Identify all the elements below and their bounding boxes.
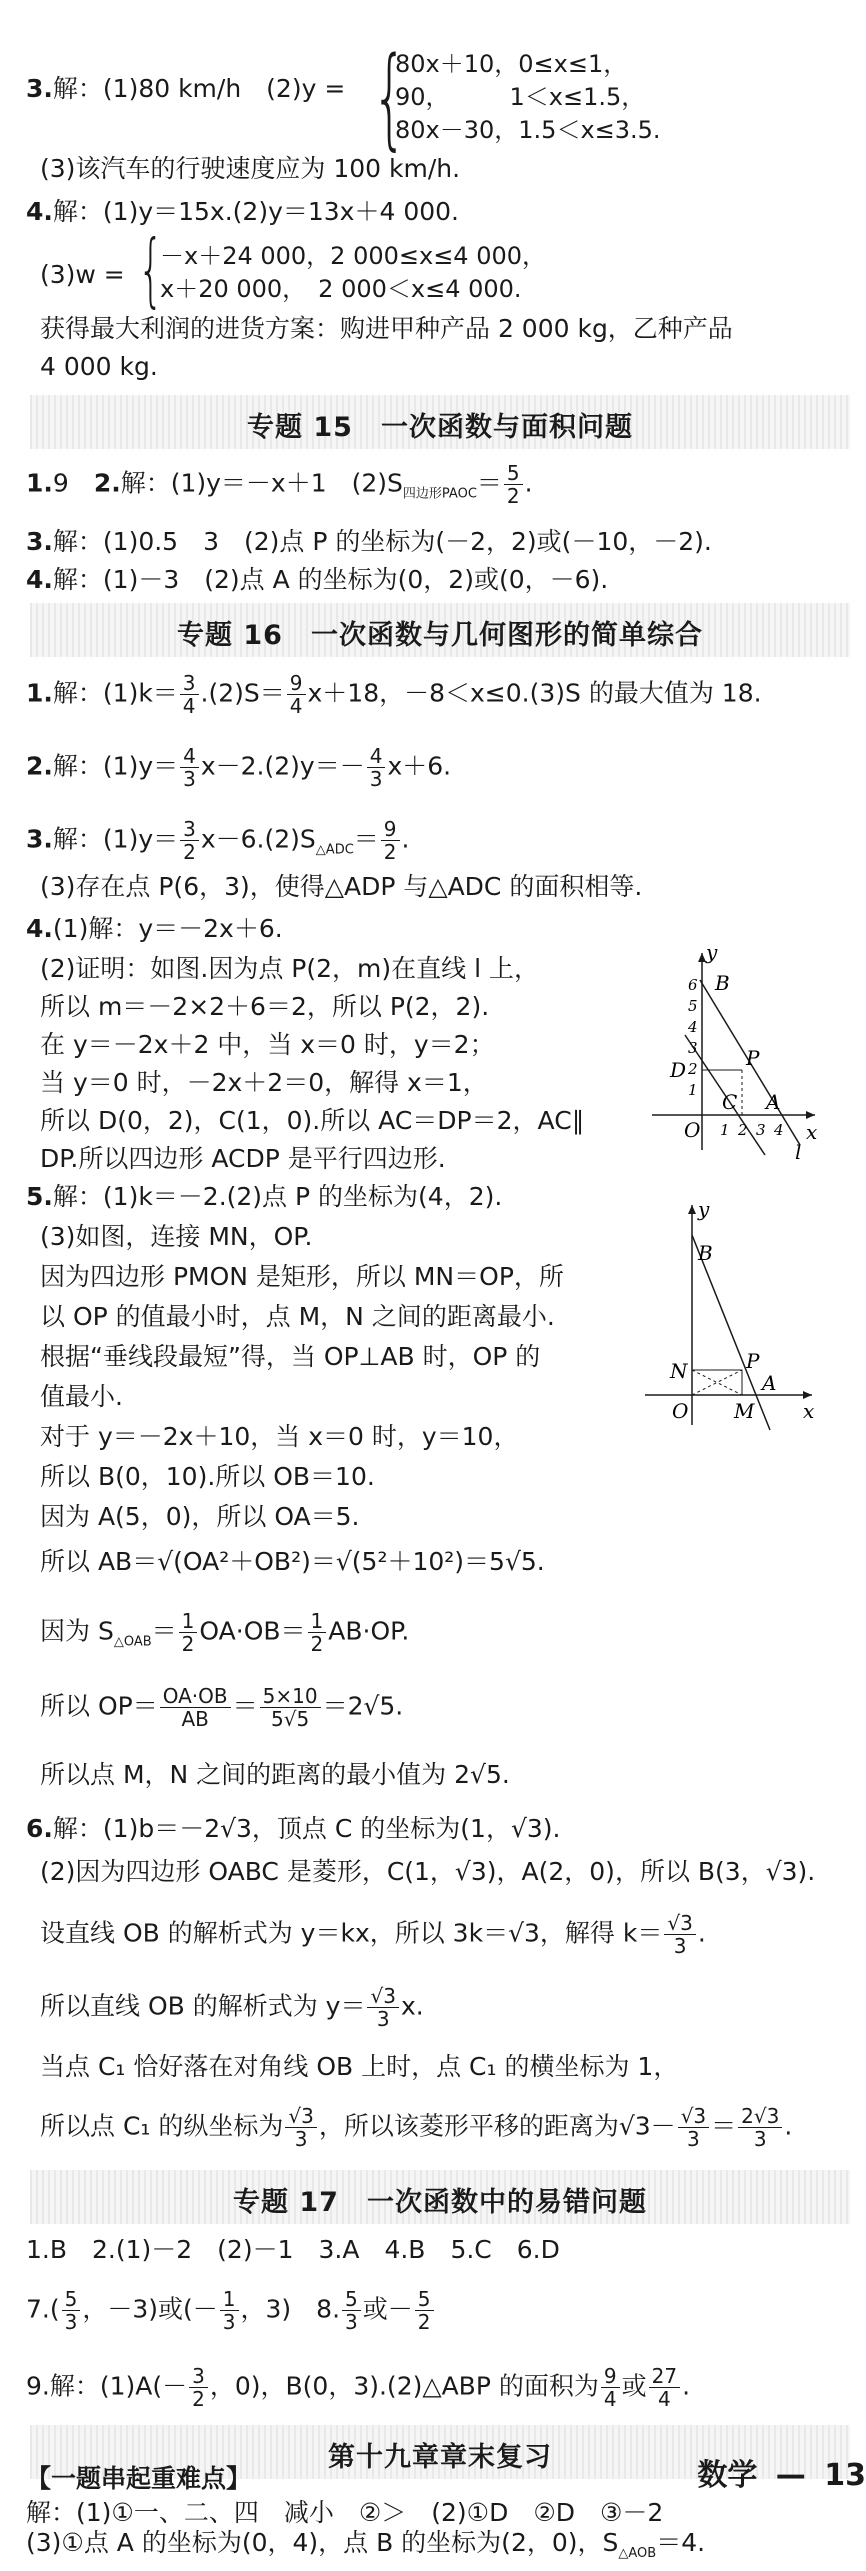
- footer-subject: 数学: [697, 2458, 758, 2493]
- sec16-q4-l4: 在 y＝－2x＋2 中，当 x＝0 时，y＝2；: [40, 1030, 495, 1059]
- sec19-line1: 解：(1)①一、二、四 减小 ②＞ (2)①D ②D ③－2: [26, 2498, 664, 2527]
- label-y: y: [706, 945, 718, 964]
- label-B: B: [698, 1241, 713, 1265]
- q3-brace: {: [372, 33, 407, 161]
- sec16-q5-l1: 5.解：(1)k＝－2.(2)点 P 的坐标为(4，2).: [26, 1182, 503, 1211]
- label-B: B: [715, 971, 730, 995]
- fraction: $\frac{4}{3}$: [367, 745, 386, 790]
- sec19-subheading: 【一题串起重难点】: [26, 2464, 252, 2493]
- fraction: $\frac{√3}{3}$: [678, 2105, 709, 2150]
- sec16-q3: 3.解：(1)y＝ $\frac{3}{2}$ $x-6.(2)S_{\triangle ADC}=$ $\frac{9}{2}$ .: [26, 817, 410, 864]
- sec16-q5-l5: 根据“垂线段最短”得，当 OP⊥AB 时，OP 的: [40, 1342, 541, 1371]
- sec16-q4-l5: 当 y＝0 时，－2x＋2＝0，解得 x＝1，: [40, 1068, 488, 1097]
- tick-x: 3: [756, 1121, 766, 1139]
- sec17-line2: 7.( $\frac{5}{3}$ ，－3)或(－ $\frac{1}{3}$ ，3) 8. $\frac{5}{3}$ 或－ $\frac{5}{2}$: [26, 2288, 436, 2333]
- sec16-q2: 2.解：(1)y＝ $\frac{4}{3}$ x－2.(2)y＝－ $\frac{4}{3}$ x＋6.: [26, 744, 452, 791]
- sec16-q4-l2: (2)证明：如图.因为点 P(2，m)在直线 l 上，: [40, 954, 539, 983]
- x-arrow-icon: [806, 1111, 815, 1119]
- fraction: $\frac{3}{2}$: [189, 2365, 208, 2410]
- sec15-line1: 1.9 2.解：(1)y＝－x＋1 $(2)S_{四边形PAOC}=$ $\frac{5}{2}$ .: [26, 461, 533, 508]
- sec16-q6-l2: (2)因为四边形 OABC 是菱形，C(1，√3)，A(2，0)，所以 B(3，√3).: [40, 1857, 816, 1886]
- q4-line3: 获得最大利润的进货方案：购进甲种产品 2 000 kg，乙种产品: [40, 314, 733, 343]
- sec16-q5-l8: 所以 B(0，10).所以 OB＝10.: [40, 1462, 375, 1491]
- fraction: $\frac{5}{2}$: [504, 462, 523, 507]
- q3-part3: (3)该汽车的行驶速度应为 100 km/h.: [40, 154, 461, 183]
- fraction: $\frac{2√3}{3}$: [738, 2105, 782, 2150]
- fraction: $\frac{√3}{3}$: [664, 1912, 695, 1957]
- sec16-q5-l9: 因为 A(5，0)，所以 OA＝5.: [40, 1502, 360, 1531]
- label-P: P: [746, 1046, 760, 1070]
- label-P: P: [746, 1349, 760, 1373]
- sec16-q4-l6: 所以 D(0，2)，C(1，0).所以 AC＝DP＝2，AC∥: [40, 1106, 585, 1135]
- q3-line: 3.解：(1)80 km/h (2)y =: [26, 74, 346, 103]
- fraction: $\frac{9}{4}$: [601, 2365, 620, 2410]
- tick-y: 3: [688, 1039, 698, 1057]
- label-M: M: [734, 1399, 755, 1423]
- tick-x: 1: [720, 1121, 730, 1139]
- tick-y: 5: [688, 997, 698, 1015]
- tick-y: 1: [688, 1081, 698, 1099]
- label-l: l: [795, 1140, 802, 1164]
- label-y: y: [698, 1200, 710, 1221]
- figure-q4-graph: [640, 945, 820, 1165]
- fraction: $\frac{1}{3}$: [220, 2288, 239, 2333]
- fraction: $\frac{5}{2}$: [415, 2288, 434, 2333]
- sec16-q4-l1: 4.(1)解：y＝－2x＋6.: [26, 914, 283, 943]
- section-15-header: 专题 15 一次函数与面积问题: [30, 395, 850, 449]
- sec16-q4-l3: 所以 m＝－2×2＋6＝2，所以 P(2，2).: [40, 992, 490, 1021]
- fraction: $\frac{√3}{3}$: [285, 2105, 316, 2150]
- sec16-q5-l6: 值最小.: [40, 1382, 123, 1411]
- label-A: A: [766, 1090, 781, 1114]
- label-O: O: [684, 1118, 701, 1142]
- fraction: $\frac{√3}{3}$: [367, 1985, 398, 2030]
- sec17-line1: 1.B 2.(1)－2 (2)－1 3.A 4.B 5.C 6.D: [26, 2235, 560, 2264]
- sec16-q4-l7: DP.所以四边形 ACDP 是平行四边形.: [40, 1144, 446, 1173]
- sec16-q5-l3: 因为四边形 PMON 是矩形，所以 MN＝OP，所: [40, 1262, 564, 1291]
- tick-y: 6: [688, 976, 698, 994]
- q4-lead: (3)w =: [40, 260, 125, 289]
- sec16-q6-l6: 所以点 C₁ 的纵坐标为 $\frac{√3}{3}$ ，所以该菱形平移的距离为√3－ $\frac{√3}{3}$ ＝ $\frac{2√3}{3}$ .: [40, 2104, 793, 2151]
- sec16-q5-op: 所以 OP＝ $\frac{OA\cdot OB}{AB}$ ＝ $\frac{5\times 10}{5√5}$ ＝2√5.: [40, 1684, 404, 1731]
- fraction: $\frac{1}{2}$: [308, 1610, 327, 1655]
- fraction: $\frac{5}{3}$: [342, 2288, 361, 2333]
- fraction: $\frac{1}{2}$: [179, 1610, 198, 1655]
- sec16-q5-end: 所以点 M，N 之间的距离的最小值为 2√5.: [40, 1760, 510, 1789]
- q3-pieces: 80x＋10，0≤x≤1， 90， 1＜x≤1.5， 80x－30，1.5＜x≤3.5.: [395, 50, 661, 144]
- sec16-q5-l4: 以 OP 的值最小时，点 M，N 之间的距离最小.: [40, 1302, 555, 1331]
- section-17-header: 专题 17 一次函数中的易错问题: [30, 2170, 850, 2224]
- fraction: $\frac{4}{3}$: [180, 745, 199, 790]
- sec19-line2: (3)①点 A 的坐标为(0，4)，点 B 的坐标为(2，0)，$S_{\triangle AOB}=4$.: [26, 2528, 706, 2561]
- fraction: $\frac{9}{4}$: [287, 672, 306, 717]
- fraction: $\frac{5}{3}$: [62, 2288, 81, 2333]
- label-D: D: [670, 1058, 687, 1082]
- label-C: C: [722, 1090, 738, 1114]
- sec16-q5-area: 因为 $S_{\triangle OAB}=$ $\frac{1}{2}$ OA·OB＝ $\frac{1}{2}$ AB·OP.: [40, 1609, 410, 1656]
- tick-x: 4: [774, 1121, 784, 1139]
- q4-line1: 4.解：(1)y＝15x.(2)y＝13x＋4 000.: [26, 197, 459, 226]
- x-arrow-icon: [803, 1391, 812, 1399]
- page-number: 13: [824, 2458, 866, 2493]
- page-footer: [697, 2450, 866, 2494]
- label-N: N: [670, 1359, 688, 1383]
- q4-pieces: －x＋24 000，2 000≤x≤4 000， x＋20 000， 2 000＜x≤4 000.: [160, 242, 547, 303]
- label-A: A: [762, 1371, 777, 1395]
- label-x: x: [806, 1120, 818, 1144]
- sec17-line3: 9.解：(1)A(－ $\frac{3}{2}$ ，0)，B(0，3).(2)△ABP 的面积为 $\frac{9}{4}$ 或 $\frac{27}{4}$ .: [26, 2364, 691, 2411]
- sec15-line3: 4.解：(1)－3 (2)点 A 的坐标为(0，2)或(0，－6).: [26, 565, 609, 594]
- tick-y: 4: [688, 1018, 698, 1036]
- q4-brace: {: [138, 223, 164, 316]
- tick-y: 2: [688, 1060, 698, 1078]
- fraction: $\frac{3}{4}$: [180, 672, 199, 717]
- y-arrow-icon: [698, 953, 706, 962]
- sec16-q6-l1: 6.解：(1)b＝－2√3，顶点 C 的坐标为(1，√3).: [26, 1814, 561, 1843]
- tick-x: 2: [738, 1121, 748, 1139]
- figure-q5-graph: [640, 1200, 820, 1440]
- sec16-q6-l3: 设直线 OB 的解析式为 y＝kx，所以 3k＝√3，解得 k＝ $\frac{√3}{3}$ .: [40, 1911, 706, 1958]
- sec16-q5-ab: 所以 AB＝√(OA²＋OB²)＝√(5²＋10²)＝5√5.: [40, 1547, 545, 1576]
- sec16-q1: 1.解：(1)k＝ $\frac{3}{4}$ .(2)S＝ $\frac{9}{4}$ x＋18，－8＜x≤0.(3)S 的最大值为 18.: [26, 671, 762, 718]
- fraction: $\frac{9}{2}$: [381, 818, 400, 863]
- label-x: x: [803, 1399, 815, 1423]
- y-arrow-icon: [688, 1205, 696, 1214]
- fraction: $\frac{3}{2}$: [180, 818, 199, 863]
- label-O: O: [672, 1399, 689, 1423]
- footer-dash: —: [775, 2458, 806, 2493]
- fraction: $\frac{5\times 10}{5√5}$: [260, 1685, 321, 1730]
- fraction: $\frac{27}{4}$: [649, 2365, 680, 2410]
- sec16-q5-l7: 对于 y＝－2x＋10，当 x＝0 时，y＝10，: [40, 1422, 519, 1451]
- fraction: $\frac{OA\cdot OB}{AB}$: [160, 1685, 231, 1730]
- q4-line4: 4 000 kg.: [40, 352, 158, 381]
- sec15-line2: 3.解：(1)0.5 3 (2)点 P 的坐标为(－2，2)或(－10，－2).: [26, 527, 712, 556]
- section-16-header: 专题 16 一次函数与几何图形的简单综合: [30, 603, 850, 657]
- sec16-q6-l4: 所以直线 OB 的解析式为 y＝ $\frac{√3}{3}$ x.: [40, 1984, 424, 2031]
- chapter-19-header: 第十九章章末复习: [30, 2425, 850, 2479]
- sec16-q5-l2: (3)如图，连接 MN，OP.: [40, 1222, 313, 1251]
- sec16-q6-l5: 当点 C₁ 恰好落在对角线 OB 上时，点 C₁ 的横坐标为 1，: [40, 2052, 679, 2081]
- sec16-q3-line2: (3)存在点 P(6，3)，使得△ADP 与△ADC 的面积相等.: [40, 872, 643, 901]
